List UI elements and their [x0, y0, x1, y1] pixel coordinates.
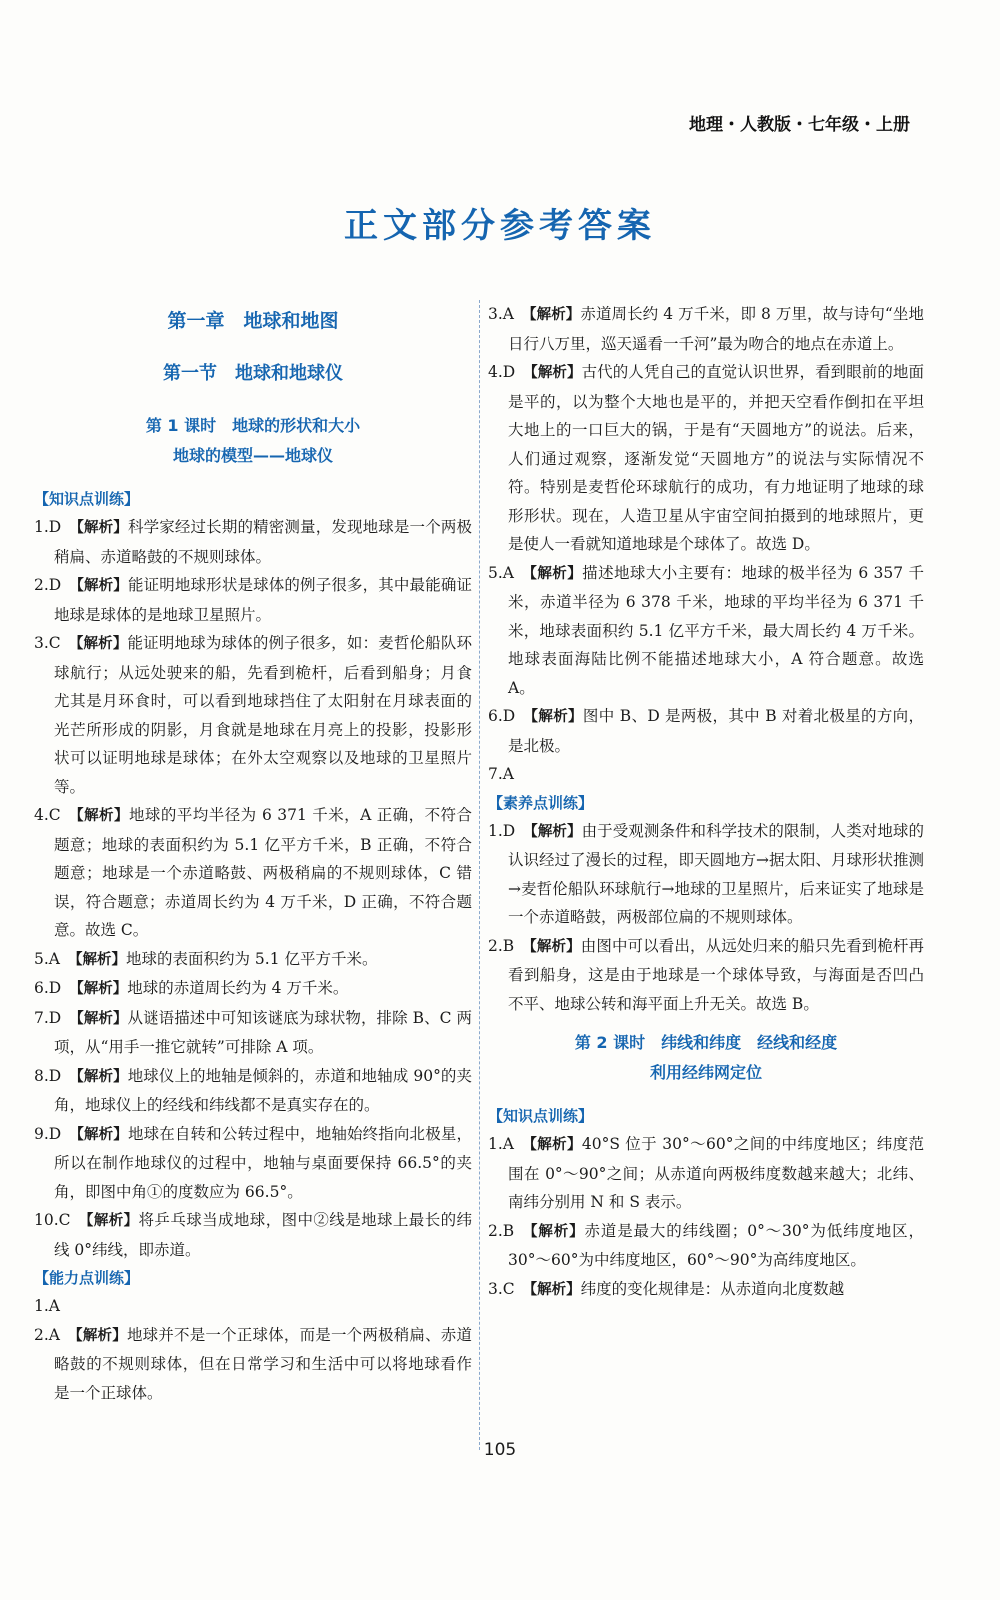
analysis-tag: 【解析】 [67, 1327, 127, 1344]
answer-item [488, 358, 924, 559]
chapter-heading: 第一章 地球和地图 [167, 310, 339, 332]
answer-text: 纬度的变化规律是：从赤道向北度数越 [580, 1279, 845, 1298]
analysis-tag: 【解析】 [521, 1137, 582, 1153]
analysis-tag: 【解析】 [522, 1223, 585, 1240]
answer-text: 赤道是最大的纬线圈；0°～30°为低纬度地区，30°～60°为中纬度地区，60°～90°为高纬度地区。 [508, 1221, 925, 1269]
answer-text: 古代的人凭自己的直觉认识世界，看到眼前的地面是平的，以为整个大地也是平的，并把天空看作倒扣在平坦大地上的一口巨大的锅，于是有“天圆地方”的说法。后来，人们通过观察，逐渐发觉“天圆地方”的说法与实际情况不符。特别是麦哲伦环球航行的成功，有力地证明了地球的球形形状。现在，人造卫星从宇宙空间拍摄到的地球照片，更是使人一看就知道地球是个球体了。故选 D。 [508, 363, 924, 553]
answer-item [488, 1275, 924, 1305]
page-title: 正文部分参考答案 [344, 206, 656, 246]
answer-text: 40°S 位于 30°～60°之间的中纬度地区；纬度范围在 0°～90°之间；从赤道向两极纬度数越来越大；北纬、南纬分别用 N 和 S 表示。 [508, 1135, 924, 1211]
knowledge-label: 【知识点训练】 [34, 490, 140, 508]
lesson-heading-line2: 地球的模型——地球仪 [172, 446, 333, 465]
page-header: 地理・人教版・七年级・上册 [689, 115, 910, 135]
answer-text: 科学家经过长期的精密测量，发现地球是一个两极稍扁、赤道略鼓的不规则球体。 [54, 518, 472, 566]
answer-item [34, 1004, 472, 1062]
knowledge-label: 【知识点训练】 [488, 1107, 594, 1125]
answer-number: 2.A [34, 1325, 60, 1344]
answer-list [488, 1130, 924, 1304]
analysis-tag: 【解析】 [78, 1213, 139, 1229]
answer-text: 描述地球大小主要有：地球的极半径为 6 357 千米，赤道半径为 6 378 千米，地球的平均半径为 6 371 千米，地球表面积约 5.1 亿平方千米，最大周长约 4 万千米。地球表面海陆比例不能描述地球大小，A 符合题意。故选 A。 [508, 563, 924, 697]
answer-number: 10.C [34, 1211, 71, 1229]
answer-number: 2.B [488, 936, 515, 955]
answer-number: 9.D [34, 1124, 62, 1143]
answer-list [34, 513, 472, 1264]
answer-item [34, 1292, 472, 1321]
answer-text: 地球在自转和公转过程中，地轴始终指向北极星，所以在制作地球仪的过程中，地轴与桌面要保持 66.5°的夹角，即图中角①的度数应为 66.5°。 [54, 1124, 472, 1201]
analysis-tag: 【解析】 [69, 1010, 128, 1027]
literacy-label: 【素养点训练】 [488, 793, 594, 812]
answer-list [34, 1292, 472, 1407]
answer-item [34, 571, 472, 629]
analysis-tag: 【解析】 [68, 808, 129, 824]
analysis-tag: 【解析】 [68, 636, 128, 652]
answer-number: 2.B [488, 1221, 515, 1240]
answer-list [488, 300, 924, 789]
answer-number: 1.A [34, 1297, 60, 1315]
section-heading: 第一节 地球和地球仪 [163, 363, 343, 384]
answer-number: 3.C [488, 1279, 515, 1298]
answer-number: 7.D [34, 1008, 62, 1027]
answer-text: 图中 B、D 是两极，其中 B 对着北极星的方向，是北极。 [508, 707, 924, 755]
answer-text: 能证明地球为球体的例子很多，如：麦哲伦船队环球航行；从远处驶来的船，先看到桅杆，后看到船身；月食尤其是月环食时，可以看到地球挡住了太阳射在月球表面的光芒所形成的阴影，月食就是地球在月亮上的投影，投影形状可以证明地球是球体；在外太空观察以及地球的卫星照片等。 [54, 634, 472, 796]
analysis-tag: 【解析】 [69, 1068, 128, 1085]
ability-label: 【能力点训练】 [34, 1269, 140, 1287]
column-divider [479, 300, 480, 1450]
answer-number: 5.A [34, 949, 60, 968]
analysis-tag: 【解析】 [522, 938, 581, 955]
analysis-tag: 【解析】 [69, 578, 128, 594]
analysis-tag: 【解析】 [522, 1281, 581, 1298]
answer-number: 8.D [34, 1066, 62, 1085]
analysis-tag: 【解析】 [69, 1126, 128, 1143]
answer-item [488, 760, 924, 789]
lesson2-heading [488, 1028, 924, 1088]
answer-item [488, 817, 924, 932]
analysis-tag: 【解析】 [521, 565, 583, 582]
analysis-tag: 【解析】 [69, 520, 128, 536]
answer-text: 将乒乓球当成地球，图中②线是地球上最长的纬线 0°纬线，即赤道。 [54, 1211, 472, 1259]
answer-item [34, 1206, 472, 1264]
right-column [488, 300, 924, 1304]
answer-item [34, 1321, 472, 1408]
answer-item [34, 945, 472, 975]
analysis-tag: 【解析】 [69, 981, 128, 997]
answer-item [488, 1130, 924, 1217]
analysis-tag: 【解析】 [523, 365, 582, 381]
answer-number: 5.A [488, 563, 514, 582]
answer-item [34, 1062, 472, 1120]
answer-item [34, 801, 472, 945]
lesson2-heading-line2: 利用经纬网定位 [649, 1063, 762, 1082]
answer-text: 地球的平均半径为 6 371 千米，A 正确，不符合题意；地球的表面积约为 5.1 亿平方千米，B 正确，不符合题意；地球是一个赤道略鼓、两极稍扁的不规则球体，C 错误，符合题意；赤道周长约为 4 万千米，D 正确，不符合题意。故选 C。 [54, 806, 472, 939]
left-column [34, 300, 472, 1407]
answer-text: 从谜语描述中可知该谜底为球状物，排除 B、C 两项，从“用手一推它就转”可排除 A 项。 [54, 1008, 472, 1056]
answer-item [34, 629, 472, 801]
answer-item [488, 932, 924, 1019]
answer-item [34, 974, 472, 1004]
analysis-tag: 【解析】 [67, 951, 126, 968]
answer-text: 地球的赤道周长约为 4 万千米。 [127, 979, 349, 997]
answer-number: 1.A [488, 1135, 514, 1153]
answer-item [488, 300, 924, 358]
page-number: 105 [483, 1440, 517, 1460]
answer-item [488, 1217, 924, 1275]
answer-text: 由于受观测条件和科学技术的限制，人类对地球的认识经过了漫长的过程，即天圆地方→据太阳、月球形状推测→麦哲伦船队环球航行→地球的卫星照片，后来证实了地球是一个赤道略鼓，两极部位扁的不规则球体。 [508, 821, 924, 926]
answer-number: 1.D [34, 518, 62, 536]
analysis-tag: 【解析】 [521, 307, 581, 323]
lesson-heading [34, 411, 472, 471]
answer-item [488, 559, 924, 703]
answer-text: 由图中可以看出，从远处归来的船只先看到桅杆再看到船身，这是由于地球是一个球体导致，与海面是否凹凸不平、地球公转和海平面上升无关。故选 B。 [508, 936, 924, 1013]
answer-item [488, 702, 924, 760]
answer-text: 地球的表面积约为 5.1 亿平方千米。 [125, 949, 378, 968]
lesson-heading-line1: 第 1 课时 地球的形状和大小 [145, 416, 361, 435]
lesson2-heading-line1: 第 2 课时 纬线和纬度 经线和经度 [574, 1033, 838, 1052]
analysis-tag: 【解析】 [523, 709, 583, 725]
answer-item [34, 513, 472, 571]
analysis-tag: 【解析】 [523, 823, 582, 840]
answer-number: 6.D [488, 707, 516, 725]
answer-number: 1.D [488, 821, 516, 840]
answer-number: 3.A [488, 305, 514, 323]
answer-text: 地球仪上的地轴是倾斜的，赤道和地轴成 90°的夹角，地球仪上的经线和纬线都不是真实存在的。 [54, 1066, 473, 1114]
answer-text: 地球并不是一个正球体，而是一个两极稍扁、赤道略鼓的不规则球体，但在日常学习和生活中可以将地球看作是一个正球体。 [54, 1325, 472, 1402]
answer-number: 7.A [488, 765, 514, 783]
answer-list [488, 817, 924, 1019]
answer-number: 6.D [34, 979, 62, 997]
answer-number: 2.D [34, 576, 62, 594]
answer-number: 3.C [34, 634, 61, 652]
answer-text: 能证明地球形状是球体的例子很多，其中最能确证地球是球体的是地球卫星照片。 [54, 576, 472, 624]
answer-item [34, 1120, 472, 1207]
answer-number: 4.C [34, 806, 61, 824]
answer-text: 赤道周长约 4 万千米，即 8 万里，故与诗句“坐地日行八万里，巡天遥看一千河”最为吻合的地点在赤道上。 [508, 305, 925, 353]
answer-number: 4.D [488, 363, 516, 381]
